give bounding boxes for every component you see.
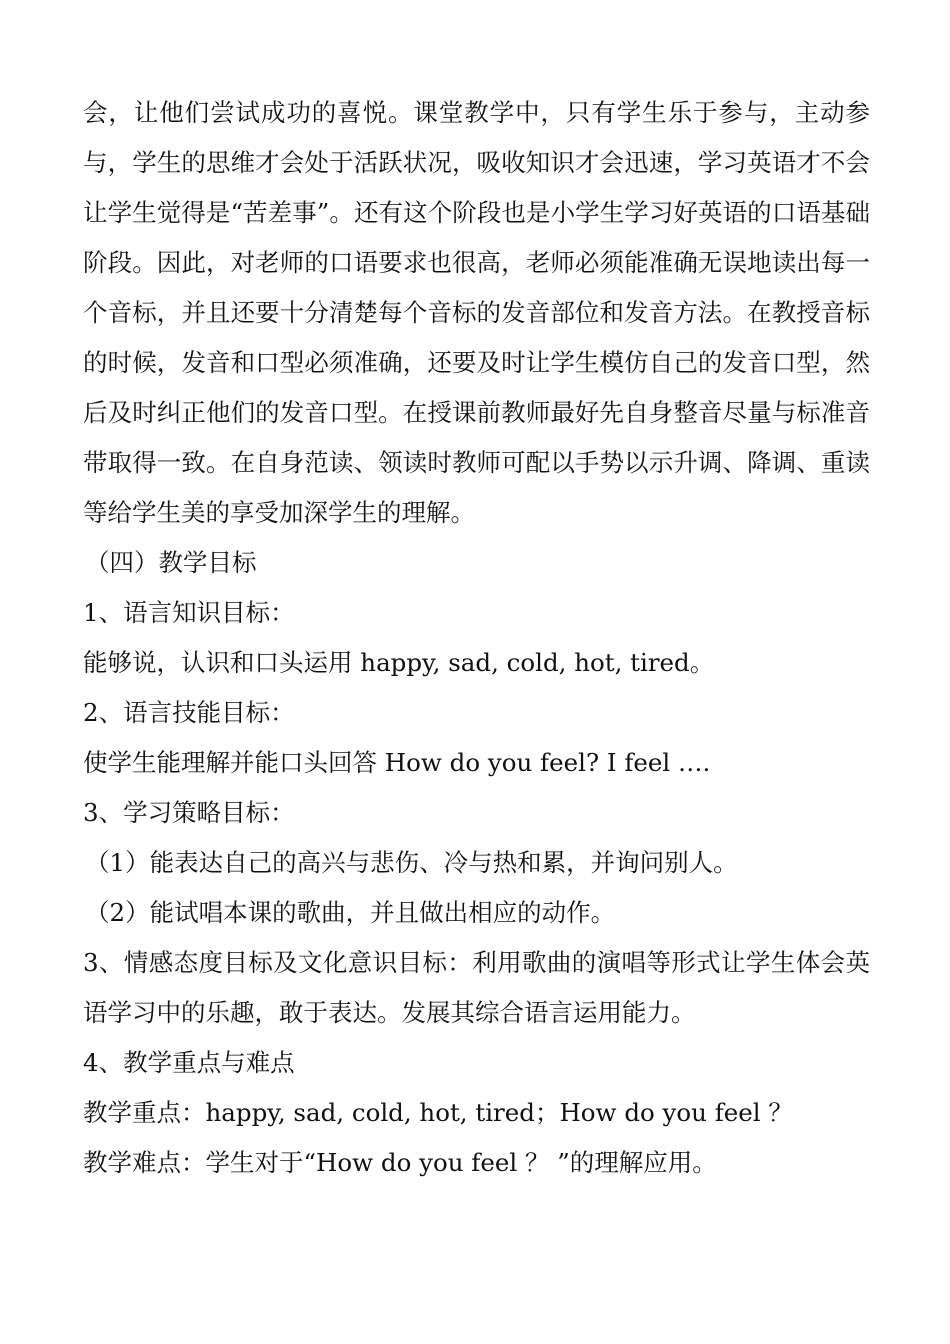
goal3-title: 3、学习策略目标： <box>83 798 295 827</box>
goal1-text: 能够说，认识和口头运用 happy, sad, cold, hot, tired。 <box>83 648 715 677</box>
goal1-title: 1、语言知识目标： <box>83 598 295 627</box>
goal4-paragraph: 3、情感态度目标及文化意识目标：利用歌曲的演唱等形式让学生体会英语学习中的乐趣，敢于表达。发展其综合语言运用能力。 <box>83 948 870 1027</box>
difficult-point-text: 教学难点：学生对于“How do you feel ？ ”的理解应用。 <box>83 1148 717 1177</box>
goal3-item-2: （2）能试唱本课的歌曲，并且做出相应的动作。 <box>85 898 616 927</box>
goal3-item-1: （1）能表达自己的高兴与悲伤、冷与热和累，并询问别人。 <box>85 848 738 877</box>
document-body <box>83 88 870 1188</box>
goal2-title: 2、语言技能目标： <box>83 698 295 727</box>
intro-paragraph: 会，让他们尝试成功的喜悦。课堂教学中，只有学生乐于参与，主动参与，学生的思维才会处于活跃状况，吸收知识才会迅速，学习英语才不会让学生觉得是“苦差事”。还有这个阶段也是小学生学习好英语的口语基础阶段。因此，对老师的口语要求也很高，老师必须能准确无误地读出每一个音标，并且还要十分清楚每个音标的发音部位和发音方法。在教授音标的时候，发音和口型必须准确，还要及时让学生模仿自己的发音口型，然后及时纠正他们的发音口型。在授课前教师最好先自身整音尽量与标准音带取得一致。在自身范读、领读时教师可配以手势以示升调、降调、重读等给学生美的享受加深学生的理解。 <box>83 98 870 527</box>
key-point-text: 教学重点：happy, sad, cold, hot, tired；How do you feel ？ <box>83 1098 793 1127</box>
goal2-text: 使学生能理解并能口头回答 How do you feel? I feel …. <box>83 748 711 777</box>
section-heading: （四）教学目标 <box>85 548 257 577</box>
key-points-title: 4、教学重点与难点 <box>83 1048 295 1077</box>
